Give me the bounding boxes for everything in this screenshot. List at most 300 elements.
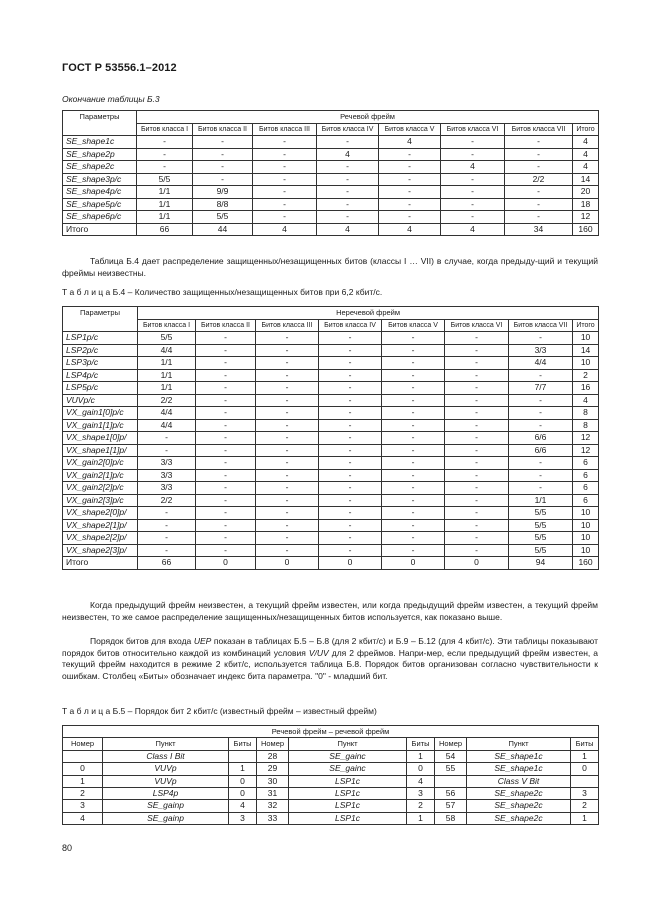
table-cell: 4 [407, 775, 435, 787]
table-row [63, 763, 599, 775]
table3-caption: Т а б л и ц а Б.5 – Порядок бит 2 кбит/с (известный фрейм – известный фрейм) [62, 706, 377, 716]
table-row [63, 223, 599, 236]
table-cell: - [319, 544, 382, 557]
table-cell: 56 [435, 788, 467, 800]
row-label: SE_shape5p/c [63, 198, 137, 211]
table-cell: - [319, 444, 382, 457]
table-cell: - [441, 173, 505, 186]
table-cell: 66 [138, 557, 196, 570]
table-cell: 0 [445, 557, 509, 570]
table-cell: - [138, 432, 196, 445]
table-cell: LSP1c [289, 800, 407, 812]
table-cell: - [196, 544, 256, 557]
table-cell: 10 [573, 507, 599, 520]
table-cell: - [445, 332, 509, 345]
table-cell: 2 [407, 800, 435, 812]
table-cell: - [319, 394, 382, 407]
table-cell: - [319, 507, 382, 520]
table-cell: 10 [573, 532, 599, 545]
table-cell: 12 [573, 211, 599, 224]
table-row [63, 198, 599, 211]
table-cell: - [382, 507, 445, 520]
table-cell: - [382, 469, 445, 482]
row-label: VX_shape1[1]p/ [63, 444, 138, 457]
column-header: Битов класса IV [319, 319, 382, 332]
table-cell: - [256, 407, 319, 420]
table2-caption: Т а б л и ц а Б.4 – Количество защищенных/незащищенных битов при 6,2 кбит/с. [62, 287, 383, 297]
table-cell: 5/5 [509, 532, 573, 545]
table-cell [435, 775, 467, 787]
table-cell: - [256, 469, 319, 482]
table-cell: - [196, 432, 256, 445]
column-header: Битов класса VII [505, 123, 573, 136]
column-header: Битов класса I [137, 123, 193, 136]
table-cell: 2 [63, 788, 103, 800]
table-cell: - [445, 482, 509, 495]
column-header: Битов класса VII [509, 319, 573, 332]
table-cell: - [319, 382, 382, 395]
table-cell: - [196, 344, 256, 357]
table-cell: - [317, 136, 379, 149]
table-cell: 5/5 [138, 332, 196, 345]
table-row [63, 544, 599, 557]
table-cell: 12 [573, 432, 599, 445]
table-cell: - [445, 494, 509, 507]
table-cell: - [196, 519, 256, 532]
table-cell: SE_shape2c [467, 812, 571, 824]
table-cell: 1/1 [138, 369, 196, 382]
table1-caption: Окончание таблицы Б.3 [62, 94, 160, 104]
table-cell: 3 [407, 788, 435, 800]
row-label: VUVp/c [63, 394, 138, 407]
table-cell: 1/1 [138, 382, 196, 395]
row-label: SE_shape2c [63, 161, 137, 174]
table-cell: - [445, 344, 509, 357]
table-cell: - [196, 357, 256, 370]
row-label: VX_gain2[0]p/c [63, 457, 138, 470]
table-cell: 4 [573, 148, 599, 161]
table-cell: 4 [253, 223, 317, 236]
column-header: Битов класса VI [445, 319, 509, 332]
table-cell: 32 [257, 800, 289, 812]
row-label: Итого [63, 223, 137, 236]
row-label: VX_shape2[1]p/ [63, 519, 138, 532]
table-cell: 3 [63, 800, 103, 812]
table-cell: - [317, 161, 379, 174]
table-row [63, 482, 599, 495]
table-cell: 6/6 [509, 444, 573, 457]
table-cell: - [196, 532, 256, 545]
table-row [63, 148, 599, 161]
table-cell: 4 [441, 223, 505, 236]
table-b3-end [62, 110, 599, 236]
table-cell: 1 [407, 812, 435, 824]
table-cell: - [319, 494, 382, 507]
column-header: Битов класса V [379, 123, 441, 136]
table-cell: 0 [229, 775, 257, 787]
table-cell: 9/9 [193, 186, 253, 199]
column-header: Пункт [103, 738, 229, 750]
table-row [63, 557, 599, 570]
table-cell: - [256, 432, 319, 445]
table-cell: LSP1c [289, 775, 407, 787]
column-header: Номер [435, 738, 467, 750]
table-cell: 0 [229, 788, 257, 800]
table-cell: 1/1 [137, 186, 193, 199]
table-cell: - [253, 136, 317, 149]
table-b4 [62, 306, 599, 570]
column-header: Биты [229, 738, 257, 750]
table-cell: 4 [379, 223, 441, 236]
table-cell: 6/6 [509, 432, 573, 445]
table-cell: Class V Bit [467, 775, 571, 787]
table-cell: - [509, 482, 573, 495]
table-row [63, 788, 599, 800]
table-cell: - [256, 382, 319, 395]
table-cell: - [319, 532, 382, 545]
table-cell: 1 [407, 750, 435, 762]
table-cell: - [196, 507, 256, 520]
table-cell: VUVp [103, 763, 229, 775]
table-cell: - [253, 148, 317, 161]
table-cell: - [445, 432, 509, 445]
table-cell: 3/3 [138, 457, 196, 470]
table-cell: SE_shape1c [467, 750, 571, 762]
table-cell: - [196, 407, 256, 420]
row-label: SE_shape6p/c [63, 211, 137, 224]
table-cell: 57 [435, 800, 467, 812]
column-header: Битов класса IV [317, 123, 379, 136]
column-header: Битов класса II [196, 319, 256, 332]
table-cell: - [382, 482, 445, 495]
table-cell: 0 [63, 763, 103, 775]
table-cell: - [509, 469, 573, 482]
table-cell: - [256, 507, 319, 520]
table-row [63, 369, 599, 382]
table-cell: 0 [407, 763, 435, 775]
table-row [63, 457, 599, 470]
row-label: SE_shape4p/c [63, 186, 137, 199]
table-cell: SE_shape1c [467, 763, 571, 775]
table-cell: 1 [63, 775, 103, 787]
table-cell: 160 [573, 557, 599, 570]
table-row [63, 419, 599, 432]
table-cell: - [379, 186, 441, 199]
table-cell: - [509, 332, 573, 345]
table-cell: 4 [63, 812, 103, 824]
table-cell: 4 [573, 394, 599, 407]
table-cell: 3 [229, 812, 257, 824]
table-cell: 18 [573, 198, 599, 211]
table-cell: - [253, 161, 317, 174]
table-cell: 28 [257, 750, 289, 762]
table-cell: - [379, 173, 441, 186]
table-cell: 4 [317, 223, 379, 236]
table-cell: - [382, 544, 445, 557]
table-cell: 3 [571, 788, 599, 800]
table-b5 [62, 725, 599, 825]
table-cell: - [505, 186, 573, 199]
table-cell: - [319, 519, 382, 532]
table-cell: - [382, 519, 445, 532]
table-cell: - [319, 332, 382, 345]
table-cell: 55 [435, 763, 467, 775]
column-header: Итого [573, 123, 599, 136]
table-row [63, 394, 599, 407]
row-label: VX_gain2[3]p/c [63, 494, 138, 507]
table-cell: - [319, 407, 382, 420]
table-cell: - [382, 432, 445, 445]
table-cell: - [441, 148, 505, 161]
column-header: Битов класса II [193, 123, 253, 136]
table-cell: 8/8 [193, 198, 253, 211]
table-cell: - [253, 211, 317, 224]
table-cell: - [193, 161, 253, 174]
table-cell [229, 750, 257, 762]
table-cell: 2/2 [138, 494, 196, 507]
table-cell: 4 [573, 161, 599, 174]
group-header: Неречевой фрейм [138, 307, 599, 320]
table-cell: 6 [573, 457, 599, 470]
row-label: SE_shape3p/c [63, 173, 137, 186]
table-cell: - [382, 407, 445, 420]
table-cell: - [505, 148, 573, 161]
table-cell: - [256, 357, 319, 370]
table-cell: - [445, 532, 509, 545]
table-cell: - [138, 519, 196, 532]
table-cell: - [196, 332, 256, 345]
group-header: Речевой фрейм [137, 111, 599, 124]
table-cell: 0 [319, 557, 382, 570]
table-cell: - [137, 148, 193, 161]
table-cell: 4/4 [138, 344, 196, 357]
table-row [63, 812, 599, 824]
table-cell: 10 [573, 357, 599, 370]
table-cell: - [509, 369, 573, 382]
table-cell: 6 [573, 482, 599, 495]
table-cell: 1/1 [137, 198, 193, 211]
table-cell: - [137, 136, 193, 149]
table-cell: - [505, 136, 573, 149]
table-cell: 1/1 [509, 494, 573, 507]
table-cell: 30 [257, 775, 289, 787]
row-label: SE_shape2p [63, 148, 137, 161]
table-cell: - [138, 507, 196, 520]
table-cell: - [382, 419, 445, 432]
table-cell: 1 [571, 812, 599, 824]
table-cell: - [256, 519, 319, 532]
table-cell: - [319, 344, 382, 357]
row-label: LSP5p/c [63, 382, 138, 395]
table-cell: - [196, 419, 256, 432]
table-cell: 0 [382, 557, 445, 570]
row-label: LSP1p/c [63, 332, 138, 345]
table-cell: 58 [435, 812, 467, 824]
table-cell: - [445, 369, 509, 382]
table-cell: - [253, 186, 317, 199]
table-cell: SE_gainp [103, 812, 229, 824]
table-cell: - [319, 419, 382, 432]
table-cell: 2/2 [505, 173, 573, 186]
table-cell: - [509, 457, 573, 470]
table-cell: - [196, 457, 256, 470]
column-header: Биты [571, 738, 599, 750]
table-cell: 3/3 [509, 344, 573, 357]
table-cell: - [196, 369, 256, 382]
table-cell: - [505, 198, 573, 211]
column-header: Битов класса III [253, 123, 317, 136]
table-cell: - [317, 198, 379, 211]
table-cell: 5/5 [509, 519, 573, 532]
table-cell: - [382, 382, 445, 395]
table-cell: 5/5 [193, 211, 253, 224]
table-cell: - [382, 444, 445, 457]
column-header: Битов класса I [138, 319, 196, 332]
table-cell: - [319, 357, 382, 370]
table-cell: - [505, 161, 573, 174]
table-cell [571, 775, 599, 787]
table-cell: - [379, 161, 441, 174]
table-cell: - [256, 419, 319, 432]
table-row [63, 173, 599, 186]
table-cell: - [445, 382, 509, 395]
table-cell: - [317, 211, 379, 224]
table-cell: 4 [317, 148, 379, 161]
table-cell: 20 [573, 186, 599, 199]
table-row [63, 332, 599, 345]
table-cell: 33 [257, 812, 289, 824]
table-row [63, 136, 599, 149]
param-header: Параметры [63, 111, 137, 136]
column-header: Битов класса III [256, 319, 319, 332]
table-cell: - [445, 357, 509, 370]
table-cell: 8 [573, 407, 599, 420]
table-cell: - [319, 457, 382, 470]
table-cell: - [382, 369, 445, 382]
table-cell: 3/3 [138, 469, 196, 482]
row-label: VX_gain2[1]p/c [63, 469, 138, 482]
table-cell: 4/4 [138, 419, 196, 432]
table-cell: - [196, 382, 256, 395]
table-cell: SE_shape2c [467, 800, 571, 812]
table-cell: 54 [435, 750, 467, 762]
table-cell: 1/1 [138, 357, 196, 370]
table-row [63, 432, 599, 445]
table-cell: 6 [573, 469, 599, 482]
table-cell: 10 [573, 332, 599, 345]
column-header: Битов класса VI [441, 123, 505, 136]
table-cell: - [445, 457, 509, 470]
table-cell: - [445, 394, 509, 407]
paragraph-2: Когда предыдущий фрейм неизвестен, а текущий фрейм известен, или когда предыдущий фрейм известен, а текущий фрейм неизвестен, то же самое распределение защищенных/незащищенных битов используется, как показано выше. [62, 600, 598, 622]
table-cell: - [382, 344, 445, 357]
paragraph-3: Порядок битов для входа UEP показан в таблицах Б.5 – Б.8 (для 2 кбит/с) и Б.9 – Б.12 (для 4 кбит/с). Эти таблицы показывают порядок битов относительно каждой из комбинаций условия V/UV для 2 фреймов. Напри-мер, если предыдущий фрейм известен, а текущий фрейм находится в режиме 2 кбит/с, используется таблица Б.8. Порядок битов организован согласно чувствительности к ошибкам. Столбец «Биты» обозначает индекс бита параметра. "0" - младший бит. [62, 636, 599, 681]
table-cell: - [196, 444, 256, 457]
table-cell: - [256, 544, 319, 557]
table-cell: - [509, 419, 573, 432]
table-cell: SE_gainp [103, 800, 229, 812]
paragraph-1: Таблица Б.4 дает распределение защищенных/незащищенных битов (классы I … VII) в случае, когда предыду-щий и текущий фреймы неизвестны. [62, 256, 598, 278]
table-cell: - [379, 148, 441, 161]
table-cell: - [138, 444, 196, 457]
row-label: VX_shape1[0]p/ [63, 432, 138, 445]
table-cell: VUVp [103, 775, 229, 787]
table-cell: - [441, 198, 505, 211]
table-cell: - [441, 136, 505, 149]
table-cell: 14 [573, 344, 599, 357]
table-cell [63, 750, 103, 762]
table-cell: 5/5 [509, 507, 573, 520]
table-row [63, 382, 599, 395]
table-cell: 16 [573, 382, 599, 395]
table-cell: - [445, 407, 509, 420]
table-cell: 0 [196, 557, 256, 570]
table-cell: 2/2 [138, 394, 196, 407]
table-cell: - [505, 211, 573, 224]
table-cell: - [445, 519, 509, 532]
table-cell: 2 [573, 369, 599, 382]
table-cell: LSP4p [103, 788, 229, 800]
table-cell: - [382, 532, 445, 545]
table-cell: - [256, 394, 319, 407]
table-row [63, 407, 599, 420]
table-cell: - [509, 407, 573, 420]
table-cell: - [196, 494, 256, 507]
table-cell: 4/4 [509, 357, 573, 370]
row-label: Итого [63, 557, 138, 570]
table-row [63, 211, 599, 224]
column-header: Номер [63, 738, 103, 750]
table-cell: 44 [193, 223, 253, 236]
table-cell: 160 [573, 223, 599, 236]
table-cell: - [319, 482, 382, 495]
column-header: Номер [257, 738, 289, 750]
table-cell: 34 [505, 223, 573, 236]
table-cell: - [319, 369, 382, 382]
table-cell: - [382, 394, 445, 407]
table-cell: - [445, 444, 509, 457]
table-cell: - [253, 198, 317, 211]
table-cell: 6 [573, 494, 599, 507]
table-cell: 1 [571, 750, 599, 762]
table-cell: Class I Bit [103, 750, 229, 762]
table-cell: - [319, 469, 382, 482]
table-cell: 5/5 [137, 173, 193, 186]
row-label: VX_gain1[1]p/c [63, 419, 138, 432]
table-row [63, 161, 599, 174]
table-cell: - [193, 136, 253, 149]
column-header: Пункт [289, 738, 407, 750]
table-cell: - [379, 211, 441, 224]
table-cell: - [256, 344, 319, 357]
table-cell: - [319, 432, 382, 445]
table-cell: - [445, 544, 509, 557]
table-cell: - [382, 332, 445, 345]
table-cell: - [256, 369, 319, 382]
table-cell: 1/1 [137, 211, 193, 224]
table-cell: - [137, 161, 193, 174]
table-cell: 4 [573, 136, 599, 149]
table-row [63, 775, 599, 787]
table-cell: 10 [573, 519, 599, 532]
table-row [63, 532, 599, 545]
table-cell: - [193, 148, 253, 161]
table-cell: - [379, 198, 441, 211]
table-cell: - [382, 357, 445, 370]
table-cell: LSP1c [289, 788, 407, 800]
table-cell: - [317, 186, 379, 199]
table-row [63, 750, 599, 762]
